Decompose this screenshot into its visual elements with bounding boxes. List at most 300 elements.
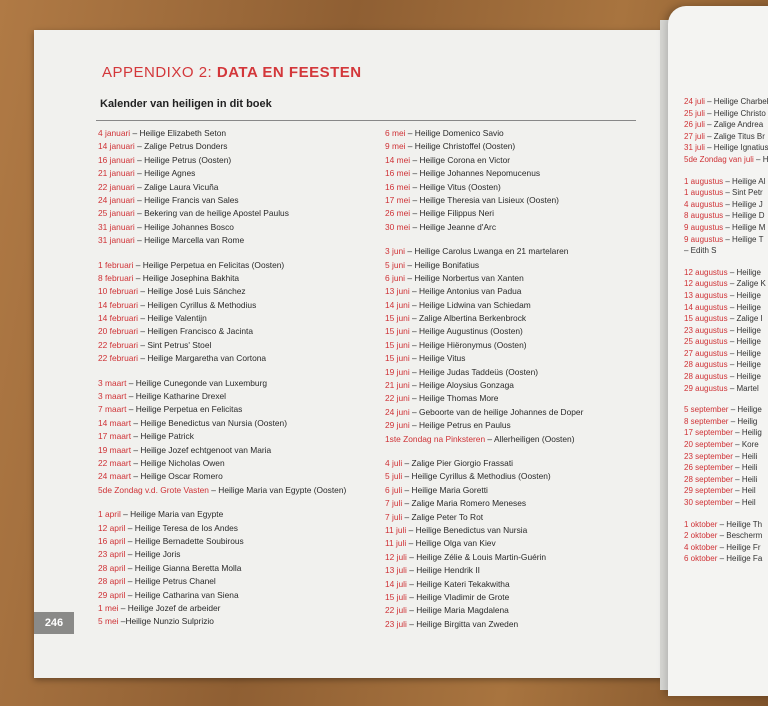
calendar-entry — [98, 221, 346, 234]
entry-saint: – Heilige — [727, 290, 761, 300]
entry-saint: – Heilige T — [723, 234, 764, 244]
calendar-entry — [98, 312, 346, 325]
page-title — [102, 64, 362, 81]
entry-saint: – Heilige Christo — [704, 108, 766, 118]
calendar-entry — [385, 207, 583, 220]
calendar-entry — [98, 535, 346, 548]
entry-saint: – Heilige Katharine Drexel — [126, 391, 227, 402]
entry-date: 5de Zondag v.d. Grote Vasten — [98, 484, 209, 495]
entry-date: 16 mei — [385, 181, 411, 192]
entry-saint: – Heilige Filippus Neri — [410, 208, 494, 219]
calendar-entry — [684, 325, 768, 337]
calendar-entry — [98, 299, 346, 312]
calendar-entry — [98, 484, 346, 497]
entry-saint: – Heilige — [727, 337, 761, 347]
calendar-entry — [684, 154, 768, 166]
calendar-entry — [684, 485, 768, 497]
calendar-entry — [385, 433, 583, 446]
entry-date: 28 augustus — [684, 360, 728, 370]
entry-saint: – Heilige Jozef echtgenoot van Maria — [131, 444, 272, 455]
entry-date: 14 januari — [98, 141, 135, 152]
entry-date: 5de Zondag van juli — [684, 154, 754, 164]
calendar-entry — [684, 336, 768, 348]
entry-saint: – Kore — [732, 440, 759, 450]
calendar-entry — [385, 312, 583, 325]
calendar-entry — [385, 604, 583, 617]
entry-saint: – Heilige — [727, 267, 761, 277]
calendar-entry — [385, 497, 583, 510]
calendar-entry — [684, 131, 768, 143]
entry-date: 14 juli — [385, 578, 407, 589]
entry-saint: – Heilige — [727, 348, 761, 358]
calendar-entry — [385, 140, 583, 153]
group-spacer — [98, 366, 346, 377]
calendar-entry — [98, 194, 346, 207]
entry-date: 15 juni — [385, 353, 410, 364]
entry-date: 9 augustus — [684, 234, 724, 244]
calendar-entry — [385, 221, 583, 234]
title-bold: DATA EN FEESTEN — [216, 64, 362, 81]
entry-date: 4 augustus — [684, 199, 724, 209]
entry-date: 30 mei — [385, 221, 411, 232]
group-spacer — [684, 394, 768, 404]
entry-saint: – Heil — [732, 486, 756, 496]
entry-date: 14 juni — [385, 299, 410, 310]
entry-saint: – Heiligen Cyrillus & Methodius — [138, 299, 257, 310]
calendar-entry — [385, 285, 583, 298]
calendar-entry — [385, 457, 583, 470]
calendar-entry — [684, 404, 768, 416]
calendar-entry — [385, 366, 583, 379]
entry-date: 11 juli — [385, 524, 407, 535]
entry-saint: – Heilige Norbertus van Xanten — [405, 272, 524, 283]
entry-date: 14 februari — [98, 299, 139, 310]
entry-saint: – Heilige Johannes Bosco — [134, 221, 234, 232]
group-spacer — [684, 509, 768, 519]
calendar-entry — [385, 181, 583, 194]
entry-date: 16 mei — [385, 168, 411, 179]
entry-saint: – Bescherm — [717, 531, 763, 541]
entry-date: 22 juli — [385, 605, 407, 616]
entry-saint: – Heilige Thomas More — [409, 393, 499, 404]
calendar-entry — [98, 548, 346, 561]
entry-saint: – Heilige — [727, 360, 761, 370]
calendar-entry — [98, 470, 346, 483]
group-spacer — [684, 166, 768, 176]
calendar-entry — [385, 339, 583, 352]
entry-saint: – H — [753, 154, 768, 164]
entry-saint: – Zalige Maria Romero Meneses — [402, 498, 527, 509]
entry-saint: – Heili — [732, 451, 758, 461]
entry-saint: – Heilige Elizabeth Seton — [130, 128, 227, 138]
entry-date: 24 juni — [385, 406, 410, 417]
calendar-entry — [684, 142, 768, 154]
calendar-entry — [385, 154, 583, 167]
entry-date: 22 januari — [98, 181, 135, 192]
entry-date: 23 augustus — [684, 325, 728, 335]
calendar-entry — [385, 406, 583, 419]
calendar-entry — [98, 390, 346, 403]
calendar-entry — [98, 127, 346, 140]
calendar-entry — [385, 484, 583, 497]
entry-saint: – Heilige Hendrik II — [406, 565, 480, 576]
calendar-entry — [684, 313, 768, 325]
entry-saint: – Heilige Al — [723, 176, 766, 186]
entry-date: 31 juli — [684, 143, 705, 153]
calendar-entry — [684, 497, 768, 509]
entry-date: 16 april — [98, 535, 126, 546]
entry-saint: – Heilige Maria van Egypte (Oosten) — [208, 484, 347, 495]
entry-saint: – Heilige Hiëronymus (Oosten) — [409, 339, 527, 350]
entry-saint: – Zalige Laura Vicuña — [134, 181, 219, 192]
entry-saint: – Heilige Olga van Kiev — [406, 538, 496, 549]
entry-saint: – Heilige Vitus (Oosten) — [410, 181, 501, 192]
entry-saint: – Heilige Ignatius — [704, 143, 768, 153]
entry-saint: – Heilige Maria Magdalena — [406, 605, 509, 616]
group-spacer — [98, 497, 346, 508]
entry-date: 15 juni — [385, 339, 410, 350]
entry-date: 8 september — [684, 416, 729, 426]
entry-saint: – Heilige Benedictus van Nursia (Oosten) — [131, 417, 288, 428]
entry-saint: – Heilige Jozef de arbeider — [118, 602, 221, 613]
calendar-entry — [385, 299, 583, 312]
calendar-entry — [684, 371, 768, 383]
calendar-column-left — [98, 127, 346, 629]
entry-saint: – Zalige Andrea — [704, 120, 764, 130]
calendar-entry — [684, 222, 768, 234]
entry-saint: – Heiligen Francisco & Jacinta — [138, 326, 254, 337]
entry-date: 14 februari — [98, 313, 139, 324]
entry-saint: – Edith S — [684, 246, 717, 256]
calendar-entry — [98, 377, 346, 390]
entry-date: 4 oktober — [684, 542, 718, 552]
entry-saint: – Heilige Fa — [717, 554, 763, 564]
entry-saint: – Heilige Margaretha van Cortona — [138, 353, 267, 364]
entry-date: 12 juli — [385, 551, 407, 562]
entry-date: 22 februari — [98, 339, 139, 350]
calendar-entry — [385, 564, 583, 577]
entry-saint: – Heilige Judas Taddeüs (Oosten) — [409, 366, 539, 377]
calendar-entry — [385, 551, 583, 564]
calendar-entry — [98, 140, 346, 153]
entry-saint: – Heili — [732, 474, 758, 484]
entry-saint: – Heilige Nicholas Owen — [131, 457, 225, 468]
calendar-entry — [684, 290, 768, 302]
calendar-entry — [98, 154, 346, 167]
entry-saint: – Heilige Zélie & Louis Martin-Guérin — [406, 551, 547, 562]
entry-saint: – Heilige Perpetua en Felicitas — [126, 404, 243, 415]
entry-date: 2 oktober — [684, 531, 718, 541]
entry-saint: – Bekering van de heilige Apostel Paulus — [134, 208, 289, 219]
group-spacer — [385, 234, 583, 245]
entry-date: 24 maart — [98, 471, 132, 482]
entry-date: 21 juni — [385, 380, 410, 391]
calendar-entry — [684, 210, 768, 222]
entry-date: 13 augustus — [684, 290, 728, 300]
entry-saint: – Heilige Agnes — [134, 168, 196, 179]
entry-saint: – Heilige Marcella van Rome — [134, 235, 245, 246]
entry-date: 22 juni — [385, 393, 410, 404]
calendar-entry — [385, 379, 583, 392]
calendar-entry — [98, 207, 346, 220]
calendar-entry — [385, 618, 583, 631]
calendar-entry — [98, 522, 346, 535]
entry-saint: – Heilige Maria Goretti — [402, 484, 488, 495]
entry-date: 3 maart — [98, 391, 127, 402]
entry-date: 30 september — [684, 498, 733, 507]
entry-date: 23 juli — [385, 618, 407, 629]
entry-saint: –Heilige Nunzio Sulprizio — [118, 616, 214, 627]
entry-saint: – Heilige Maria van Egypte — [120, 509, 224, 520]
entry-saint: – Heilige Valentijn — [138, 313, 207, 324]
entry-date: 13 juli — [385, 565, 407, 576]
entry-date: 12 augustus — [684, 279, 728, 289]
entry-saint: – Heilige — [728, 405, 762, 415]
entry-saint: – Heilige Jeanne d'Arc — [410, 221, 497, 232]
calendar-entry — [684, 267, 768, 279]
calendar-entry — [98, 444, 346, 457]
entry-date: 9 mei — [385, 141, 406, 152]
calendar-entry — [385, 194, 583, 207]
entry-date: 23 september — [684, 451, 733, 461]
header-divider — [96, 120, 636, 121]
calendar-entry — [385, 470, 583, 483]
entry-date: 1 april — [98, 509, 121, 520]
calendar-entry — [98, 285, 346, 298]
entry-saint: – Heilige Kateri Tekakwitha — [406, 578, 510, 589]
entry-date: 20 februari — [98, 326, 139, 337]
entry-date: 29 augustus — [684, 383, 728, 393]
entry-saint: – Heilige Johannes Nepomucenus — [410, 168, 541, 179]
entry-date: 15 juli — [385, 591, 407, 602]
calendar-entry — [684, 234, 768, 246]
entry-saint: – Heilige Patrick — [131, 431, 194, 442]
calendar-entry — [684, 451, 768, 463]
entry-date: 31 januari — [98, 221, 135, 232]
entry-saint: – Heilige M — [723, 222, 766, 232]
calendar-entry — [385, 392, 583, 405]
group-spacer — [684, 257, 768, 267]
entry-saint: – Heilige Gianna Beretta Molla — [125, 562, 242, 573]
entry-saint: – Heilige Oscar Romero — [131, 471, 223, 482]
entry-saint: – Heilige Lidwina van Schiedam — [409, 299, 531, 310]
calendar-entry — [684, 96, 768, 108]
entry-saint: – Heilig — [732, 428, 762, 438]
entry-date: 10 februari — [98, 286, 139, 297]
entry-date: 26 september — [684, 463, 733, 473]
entry-date: 26 mei — [385, 208, 411, 219]
entry-date: 28 april — [98, 576, 126, 587]
entry-date: 12 augustus — [684, 267, 728, 277]
calendar-entry — [98, 457, 346, 470]
entry-date: 26 juli — [684, 120, 705, 130]
entry-saint: – Heilige Josephina Bakhita — [133, 272, 240, 283]
entry-date: 31 januari — [98, 235, 135, 246]
group-spacer — [385, 446, 583, 457]
entry-date: 14 maart — [98, 417, 132, 428]
entry-date: 5 juli — [385, 471, 403, 482]
entry-saint: – Heil — [732, 498, 756, 507]
calendar-entry — [684, 383, 768, 395]
entry-date: 5 mei — [98, 616, 119, 627]
entry-date: 27 juli — [684, 131, 705, 141]
entry-saint: – Heilige Charbel — [704, 97, 768, 106]
calendar-entry — [385, 245, 583, 258]
entry-saint: – Heilige Birgitta van Zweden — [406, 618, 519, 629]
calendar-entry — [684, 245, 768, 257]
entry-saint: – Heilige Catharina van Siena — [125, 589, 239, 600]
entry-date: 29 april — [98, 589, 126, 600]
entry-saint: – Heilige Bernadette Soubirous — [125, 535, 244, 546]
entry-date: 23 april — [98, 549, 126, 560]
entry-saint: – Heilige Benedictus van Nursia — [406, 524, 528, 535]
calendar-entry — [98, 259, 346, 272]
entry-saint: – Heilige — [727, 372, 761, 382]
entry-date: 19 maart — [98, 444, 132, 455]
entry-date: 22 maart — [98, 457, 132, 468]
entry-date: 7 juli — [385, 511, 403, 522]
entry-date: 17 mei — [385, 194, 411, 205]
calendar-entry — [98, 272, 346, 285]
calendar-entry — [684, 530, 768, 542]
calendar-entry — [385, 167, 583, 180]
entry-date: 15 juni — [385, 313, 410, 324]
entry-date: 20 september — [684, 440, 733, 450]
calendar-entry — [98, 234, 346, 247]
entry-saint: – Heilige Fr — [717, 542, 761, 552]
calendar-entry — [98, 589, 346, 602]
entry-date: 8 februari — [98, 272, 134, 283]
entry-date: 6 mei — [385, 128, 406, 138]
entry-date: 12 april — [98, 522, 126, 533]
entry-date: 28 april — [98, 562, 126, 573]
calendar-entry — [385, 352, 583, 365]
entry-saint: – Heilige Theresia van Lisieux (Oosten) — [410, 194, 559, 205]
entry-date: 14 mei — [385, 154, 411, 165]
entry-saint: – Heili — [732, 463, 758, 473]
calendar-entry — [98, 562, 346, 575]
entry-date: 15 juni — [385, 326, 410, 337]
entry-saint: – Heilige Carolus Lwanga en 21 martelaren — [405, 246, 569, 257]
entry-saint: – Heilige Aloysius Gonzaga — [409, 380, 514, 391]
entry-saint: – Heilige Petrus en Paulus — [409, 420, 511, 431]
calendar-entry — [98, 339, 346, 352]
entry-saint: – Heilige Vladimir de Grote — [406, 591, 510, 602]
entry-date: 24 juli — [684, 97, 705, 106]
page-subtitle: Kalender van heiligen in dit boek — [100, 98, 272, 110]
entry-date: 4 juli — [385, 457, 403, 468]
group-spacer — [98, 248, 346, 259]
entry-saint: – Heilige — [727, 325, 761, 335]
entry-date: 9 augustus — [684, 222, 724, 232]
entry-saint: – Sint Petrus' Stoel — [138, 339, 212, 350]
calendar-column-right — [385, 127, 583, 631]
calendar-entry — [385, 537, 583, 550]
entry-date: 16 januari — [98, 154, 135, 165]
entry-saint: – Heilige Vitus — [409, 353, 466, 364]
entry-date: 1 augustus — [684, 188, 724, 198]
entry-date: 22 februari — [98, 353, 139, 364]
calendar-entry — [98, 575, 346, 588]
entry-date: 24 januari — [98, 194, 135, 205]
calendar-entry — [385, 325, 583, 338]
calendar-entry — [684, 462, 768, 474]
calendar-entry — [385, 591, 583, 604]
entry-date: 27 augustus — [684, 348, 728, 358]
entry-saint: – Heilige Petrus (Oosten) — [134, 154, 232, 165]
calendar-entry — [684, 348, 768, 360]
next-page-column — [684, 96, 768, 565]
entry-saint: – Heilige Christoffel (Oosten) — [405, 141, 516, 152]
entry-saint: – Heilige Petrus Chanel — [125, 576, 216, 587]
entry-date: 13 juni — [385, 286, 410, 297]
entry-date: 8 augustus — [684, 211, 724, 221]
calendar-entry — [98, 403, 346, 416]
entry-date: 6 oktober — [684, 554, 718, 564]
calendar-entry — [684, 187, 768, 199]
entry-date: 7 juli — [385, 498, 403, 509]
calendar-entry — [684, 176, 768, 188]
entry-saint: – Heilige Th — [717, 519, 763, 529]
entry-saint: – Allerheiligen (Oosten) — [485, 433, 575, 444]
entry-date: 21 januari — [98, 168, 135, 179]
calendar-entry — [385, 127, 583, 140]
entry-date: 3 juni — [385, 246, 406, 257]
calendar-entry — [98, 325, 346, 338]
calendar-entry — [98, 615, 346, 628]
entry-saint: – Heilig — [728, 416, 758, 426]
entry-date: 14 augustus — [684, 302, 728, 312]
calendar-entry — [98, 352, 346, 365]
calendar-entry — [684, 119, 768, 131]
calendar-entry — [684, 416, 768, 428]
entry-date: 11 juli — [385, 538, 407, 549]
entry-saint: – Heilige Cyrillus & Methodius (Oosten) — [402, 471, 551, 482]
entry-date: 6 juni — [385, 272, 406, 283]
entry-date: 1ste Zondag na Pinksteren — [385, 433, 486, 444]
calendar-entry — [98, 181, 346, 194]
entry-date: 19 juni — [385, 366, 410, 377]
calendar-entry — [98, 417, 346, 430]
entry-date: 3 maart — [98, 377, 127, 388]
calendar-entry — [684, 553, 768, 565]
entry-date: 25 augustus — [684, 337, 728, 347]
entry-date: 25 juli — [684, 108, 705, 118]
calendar-entry — [385, 419, 583, 432]
calendar-entry — [385, 272, 583, 285]
entry-date: 1 augustus — [684, 176, 724, 186]
entry-saint: – Heilige Cunegonde van Luxemburg — [126, 377, 268, 388]
entry-date: 17 maart — [98, 431, 132, 442]
entry-saint: – Heilige Antonius van Padua — [409, 286, 522, 297]
entry-date: 1 oktober — [684, 519, 718, 529]
calendar-entry — [684, 359, 768, 371]
entry-date: 28 augustus — [684, 372, 728, 382]
entry-saint: – Heilige Bonifatius — [405, 259, 480, 270]
entry-saint: – Heilige José Luis Sánchez — [138, 286, 246, 297]
calendar-entry — [385, 259, 583, 272]
entry-saint: – Heilige — [727, 302, 761, 312]
calendar-entry — [684, 108, 768, 120]
entry-date: 17 september — [684, 428, 733, 438]
entry-saint: – Zalige Peter To Rot — [402, 511, 484, 522]
entry-saint: – Heilige Perpetua en Felicitas (Oosten) — [133, 259, 285, 270]
calendar-entry — [684, 474, 768, 486]
entry-saint: – Martel — [727, 383, 759, 393]
entry-saint: – Zalige Petrus Donders — [134, 141, 228, 152]
entry-saint: – Geboorte van de heilige Johannes de Doper — [409, 406, 584, 417]
calendar-entry — [684, 519, 768, 531]
